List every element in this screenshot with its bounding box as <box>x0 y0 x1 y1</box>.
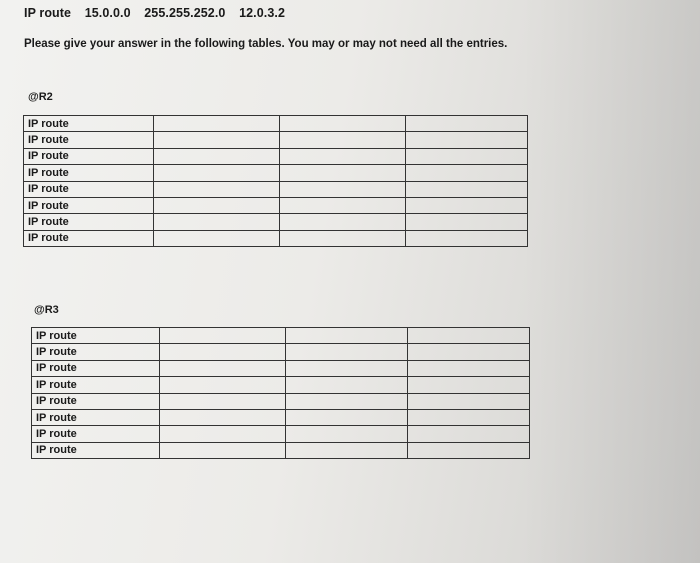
table-row <box>24 197 528 213</box>
row-label: IP route <box>24 181 154 197</box>
entry-cell[interactable] <box>160 360 286 376</box>
table-row <box>24 116 528 132</box>
entry-cell[interactable] <box>406 214 528 230</box>
entry-cell[interactable] <box>154 181 280 197</box>
entry-cell[interactable] <box>280 116 406 132</box>
table-row <box>24 230 528 246</box>
entry-cell[interactable] <box>280 230 406 246</box>
entry-cell[interactable] <box>406 230 528 246</box>
row-label: IP route <box>24 132 154 148</box>
entry-cell[interactable] <box>280 165 406 181</box>
entry-cell[interactable] <box>154 116 280 132</box>
table-row <box>32 328 530 344</box>
route-next-hop: 12.0.3.2 <box>239 6 286 20</box>
entry-cell[interactable] <box>280 181 406 197</box>
row-label: IP route <box>24 165 154 181</box>
entry-cell[interactable] <box>160 426 286 442</box>
entry-cell[interactable] <box>154 214 280 230</box>
entry-cell[interactable] <box>286 409 408 425</box>
router-label-r3: @R3 <box>34 304 59 316</box>
entry-cell[interactable] <box>408 393 530 409</box>
entry-cell[interactable] <box>408 360 530 376</box>
entry-cell[interactable] <box>160 442 286 458</box>
row-label: IP route <box>32 360 160 376</box>
entry-cell[interactable] <box>286 328 408 344</box>
entry-cell[interactable] <box>286 360 408 376</box>
entry-cell[interactable] <box>406 148 528 164</box>
entry-cell[interactable] <box>280 214 406 230</box>
entry-cell[interactable] <box>286 393 408 409</box>
entry-cell[interactable] <box>408 344 530 360</box>
row-label: IP route <box>24 197 154 213</box>
entry-cell[interactable] <box>408 328 530 344</box>
table-row <box>32 426 530 442</box>
row-label: IP route <box>32 409 160 425</box>
row-label: IP route <box>24 116 154 132</box>
table-row <box>24 165 528 181</box>
row-label: IP route <box>32 377 160 393</box>
route-table-r2 <box>23 115 528 247</box>
route-command: IP route <box>24 6 72 20</box>
entry-cell[interactable] <box>286 377 408 393</box>
entry-cell[interactable] <box>406 132 528 148</box>
entry-cell[interactable] <box>154 165 280 181</box>
instructions-text: Please give your answer in the following tables. You may or may not need all the entries. <box>24 38 508 50</box>
row-label: IP route <box>32 344 160 360</box>
table-row <box>24 181 528 197</box>
table-row <box>24 132 528 148</box>
entry-cell[interactable] <box>280 197 406 213</box>
table-row <box>32 409 530 425</box>
route-mask: 255.255.252.0 <box>144 6 226 20</box>
entry-cell[interactable] <box>154 197 280 213</box>
entry-cell[interactable] <box>406 197 528 213</box>
table-row <box>24 148 528 164</box>
entry-cell[interactable] <box>406 116 528 132</box>
row-label: IP route <box>24 148 154 164</box>
entry-cell[interactable] <box>408 409 530 425</box>
entry-cell[interactable] <box>160 344 286 360</box>
entry-cell[interactable] <box>154 230 280 246</box>
table-row <box>32 360 530 376</box>
entry-cell[interactable] <box>286 426 408 442</box>
entry-cell[interactable] <box>160 393 286 409</box>
entry-cell[interactable] <box>160 328 286 344</box>
example-route-command <box>24 6 295 20</box>
entry-cell[interactable] <box>280 132 406 148</box>
entry-cell[interactable] <box>408 442 530 458</box>
entry-cell[interactable] <box>286 344 408 360</box>
entry-cell[interactable] <box>286 442 408 458</box>
router-label-r2: @R2 <box>28 91 53 103</box>
entry-cell[interactable] <box>154 148 280 164</box>
route-table-r3 <box>31 327 530 459</box>
entry-cell[interactable] <box>406 165 528 181</box>
entry-cell[interactable] <box>160 409 286 425</box>
route-network: 15.0.0.0 <box>84 6 131 20</box>
row-label: IP route <box>32 393 160 409</box>
entry-cell[interactable] <box>280 148 406 164</box>
row-label: IP route <box>24 230 154 246</box>
entry-cell[interactable] <box>154 132 280 148</box>
row-label: IP route <box>32 426 160 442</box>
table-row <box>32 393 530 409</box>
row-label: IP route <box>32 442 160 458</box>
table-row <box>32 377 530 393</box>
entry-cell[interactable] <box>160 377 286 393</box>
row-label: IP route <box>32 328 160 344</box>
entry-cell[interactable] <box>406 181 528 197</box>
table-row <box>24 214 528 230</box>
row-label: IP route <box>24 214 154 230</box>
entry-cell[interactable] <box>408 377 530 393</box>
table-row <box>32 344 530 360</box>
entry-cell[interactable] <box>408 426 530 442</box>
table-row <box>32 442 530 458</box>
